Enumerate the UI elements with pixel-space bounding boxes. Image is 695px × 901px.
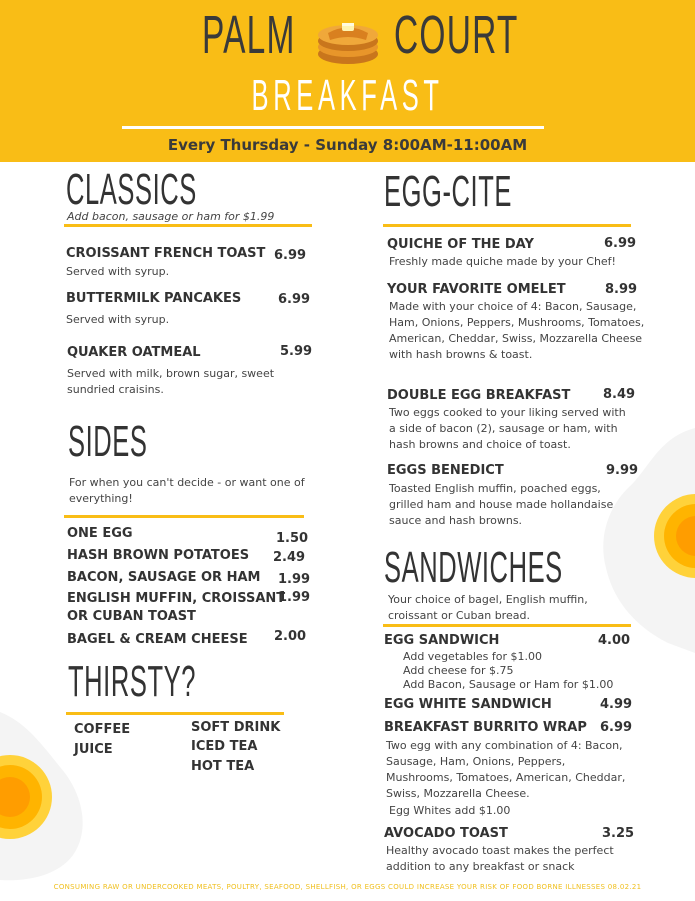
menu-item-desc: Toasted English muffin, poached eggs, grilled ham and house made hollandaise sauce and hash browns. — [389, 482, 614, 527]
thirsty-title: THIRSTY? — [68, 657, 197, 706]
menu-item-name: ONE EGG — [67, 526, 133, 541]
menu-item-name: EGG WHITE SANDWICH — [384, 697, 552, 712]
pancake-icon — [314, 14, 382, 72]
menu-item-desc: Freshly made quiche made by your Chef! — [389, 255, 616, 268]
menu-item-name: HASH BROWN POTATOES — [67, 548, 250, 563]
eggcite-title: EGG-CITE — [384, 167, 512, 216]
menu-item-price: 8.49 — [603, 387, 636, 402]
addon-text: Add cheese for $.75 — [403, 664, 514, 677]
title-court: COURT — [394, 5, 519, 65]
menu-item-name: BREAKFAST BURRITO WRAP — [384, 720, 587, 735]
footer-disclaimer: CONSUMING RAW OR UNDERCOOKED MEATS, POULTRY, SEAFOOD, SHELLFISH, OR EGGS COULD INCREASE YOUR RISK OF FOOD BORNE ILLNESSES 08.02.21 — [53, 883, 642, 891]
sandwiches-rule — [383, 624, 631, 627]
menu-item-price: 8.99 — [605, 282, 638, 297]
classics-note: Add bacon, sausage or ham for $1.99 — [67, 210, 275, 223]
classics-rule — [64, 224, 312, 227]
menu-item-desc: Made with your choice of 4: Bacon, Sausage, Ham, Onions, Peppers, Mushrooms, Tomatoes, American, Cheddar, Swiss, Mozzarella Cheese with hash browns & toast. — [389, 300, 645, 361]
menu-item-price: 1.99 — [278, 590, 311, 605]
menu-item-name: AVOCADO TOAST — [384, 826, 508, 841]
menu-item-price: 9.99 — [606, 463, 639, 478]
menu-item-name: EGG SANDWICH — [384, 633, 500, 648]
menu-item-price: 3.25 — [602, 826, 635, 841]
menu-item-desc: Healthy avocado toast makes the perfect addition to any breakfast or snack — [386, 844, 614, 873]
menu-item-name: EGGS BENEDICT — [387, 463, 504, 478]
sides-title: SIDES — [68, 417, 148, 466]
menu-item-desc: Egg Whites add $1.00 — [389, 804, 511, 817]
sides-rule — [64, 515, 304, 518]
fried-egg-icon — [598, 428, 695, 653]
menu-item-name-cont: OR CUBAN TOAST — [67, 609, 196, 624]
hours-text: Every Thursday - Sunday 8:00AM-11:00AM — [167, 136, 528, 154]
menu-item-price: 6.99 — [604, 236, 637, 251]
classics-title: CLASSICS — [66, 165, 197, 214]
title-palm: PALM — [202, 5, 296, 65]
menu-item-desc: Two egg with any combination of 4: Bacon, Sausage, Ham, Onions, Peppers, Mushrooms, Tomatoes, American, Cheddar, Swiss, Mozzarella Cheese. — [386, 739, 626, 800]
menu-item-name: BACON, SAUSAGE OR HAM — [67, 570, 261, 585]
sandwiches-desc: Your choice of bagel, English muffin, croissant or Cuban bread. — [388, 593, 588, 622]
menu-item-price: 1.50 — [276, 531, 309, 546]
sandwiches-title: SANDWICHES — [384, 543, 563, 592]
menu-item-name: BUTTERMILK PANCAKES — [66, 291, 242, 306]
thirsty-rule — [66, 712, 284, 715]
sides-desc: For when you can't decide - or want one of everything! — [69, 476, 305, 505]
menu-item-desc: Served with milk, brown sugar, sweet sundried craisins. — [67, 367, 275, 396]
menu-item-name: YOUR FAVORITE OMELET — [387, 282, 566, 297]
menu-item-price: 2.00 — [274, 629, 307, 644]
menu-item-desc: Served with syrup. — [66, 313, 170, 326]
menu-item-name: DOUBLE EGG BREAKFAST — [387, 388, 571, 403]
menu-item-price: 1.99 — [278, 572, 311, 587]
drink-item: SOFT DRINK — [191, 720, 281, 735]
menu-item-price: 5.99 — [280, 344, 313, 359]
menu-item-price: 6.99 — [600, 720, 633, 735]
addon-text: Add vegetables for $1.00 — [403, 650, 543, 663]
menu-item-price: 6.99 — [278, 292, 311, 307]
header-divider — [122, 126, 544, 129]
menu-item-price: 4.00 — [598, 633, 631, 648]
menu-item-desc: Served with syrup. — [66, 265, 170, 278]
drink-item: ICED TEA — [191, 739, 258, 754]
addon-text: Add Bacon, Sausage or Ham for $1.00 — [403, 678, 614, 691]
menu-item-name: CROISSANT FRENCH TOAST — [66, 246, 266, 261]
menu-item-desc: Two eggs cooked to your liking served with a side of bacon (2), sausage or ham, with hash browns and choice of toast. — [389, 406, 626, 451]
menu-item-name: QUICHE OF THE DAY — [387, 237, 534, 252]
drink-item: JUICE — [74, 742, 113, 757]
menu-item-price: 2.49 — [273, 550, 306, 565]
menu-item-name: BAGEL & CREAM CHEESE — [67, 632, 248, 647]
drink-item: COFFEE — [74, 722, 131, 737]
menu-item-price: 6.99 — [274, 248, 307, 263]
menu-item-name: QUAKER OATMEAL — [67, 345, 201, 360]
drink-item: HOT TEA — [191, 759, 255, 774]
title-breakfast: BREAKFAST — [251, 71, 444, 120]
eggcite-rule — [383, 224, 631, 227]
menu-item-price: 4.99 — [600, 697, 633, 712]
menu-item-name: ENGLISH MUFFIN, CROISSANT — [67, 591, 286, 606]
